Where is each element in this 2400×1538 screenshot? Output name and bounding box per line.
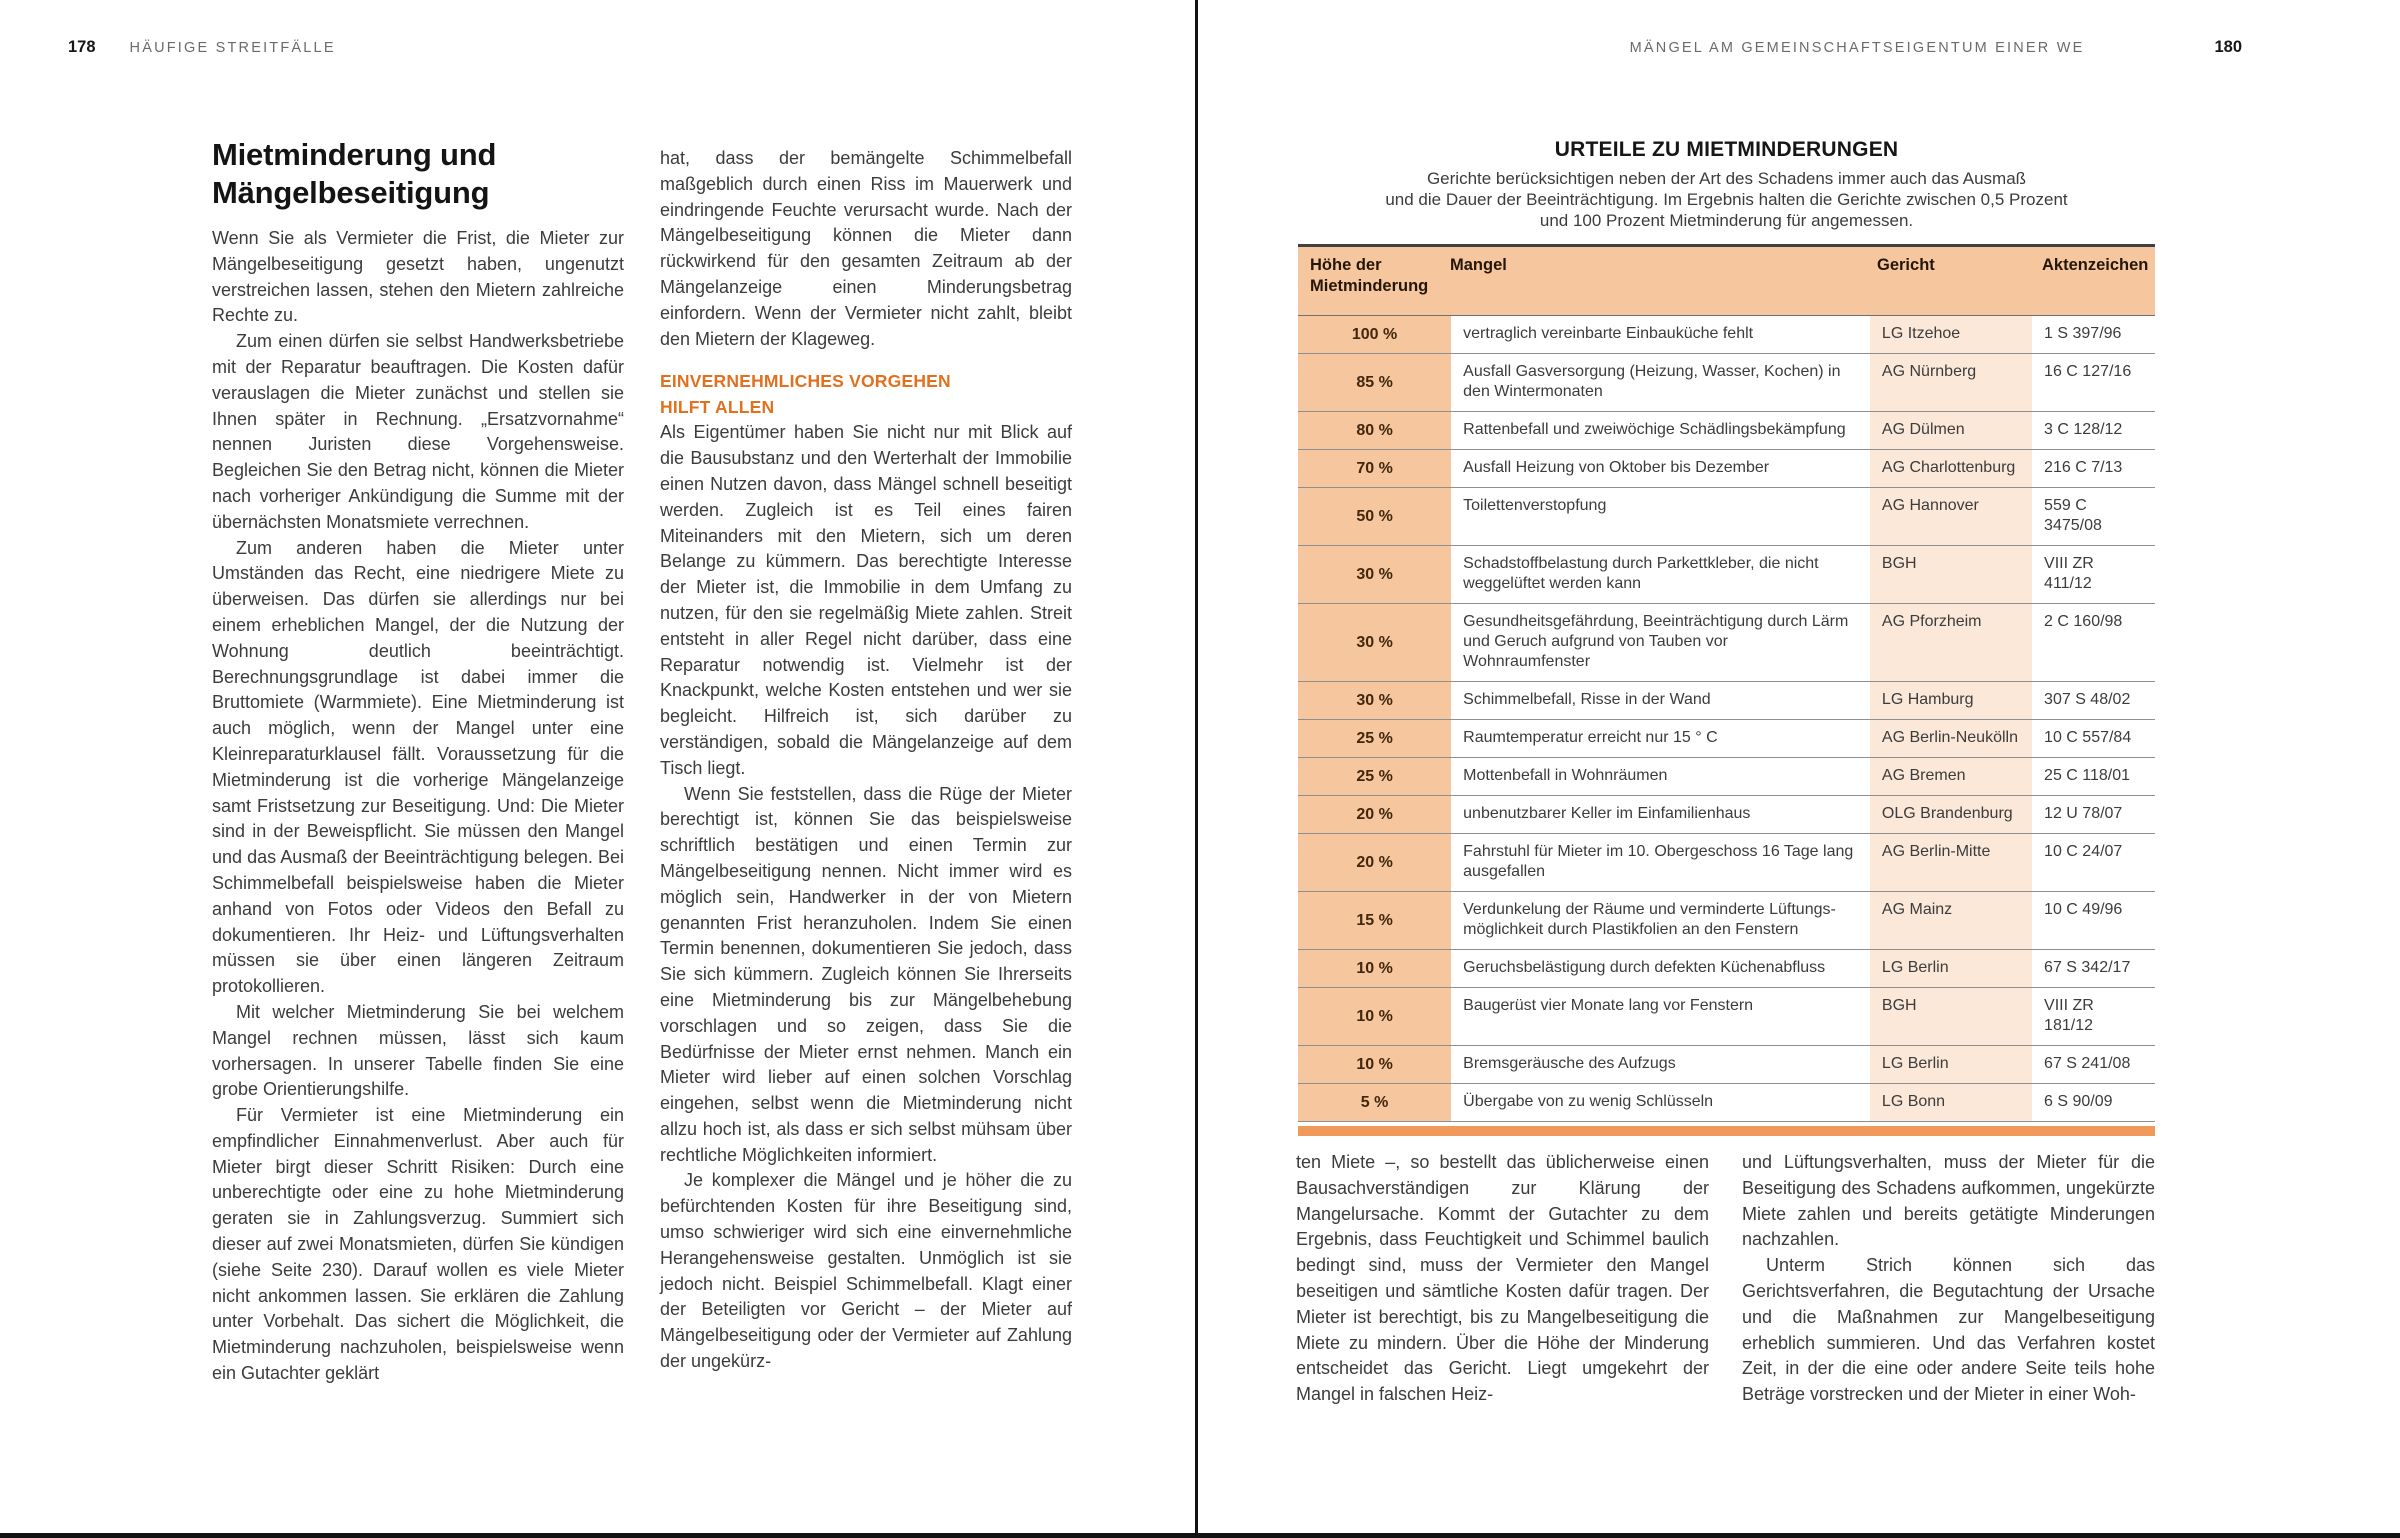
case-number-cell: VIII ZR 411/12	[2032, 546, 2155, 603]
table-subtitle-line-2: und die Dauer der Beeinträchtigung. Im Ergebnis halten die Gerichte zwischen 0,5 Prozent	[1385, 190, 2068, 209]
page-bottom-edge-line	[0, 1533, 2400, 1538]
reduction-percent-cell: 30 %	[1298, 604, 1451, 681]
table-row	[1298, 988, 2155, 1046]
case-number-cell: 6 S 90/09	[2032, 1084, 2155, 1121]
case-number-cell: 559 C 3475/08	[2032, 488, 2155, 545]
paragraph: Mit welcher Mietminderung Sie bei welchem Mangel rechnen müssen, lässt sich kaum vorhersagen. In unserer Tabelle finden Sie eine grobe Orientierungshilfe.	[212, 1001, 624, 1100]
table-row	[1298, 758, 2155, 796]
court-cell: AG Berlin-Mitte	[1870, 834, 2032, 891]
case-number-cell: 3 C 128/12	[2032, 412, 2155, 449]
reduction-percent-cell: 20 %	[1298, 796, 1451, 833]
table-bottom-bar	[1298, 1126, 2155, 1136]
paragraph: Wenn Sie feststellen, dass die Rüge der Mieter berechtigt ist, können Sie das beispielsweise schriftlich bestätigen und einen Termin zur Mängelbeseitigung nennen. Nicht immer wird es möglich sein, Handwerker in der von Mietern genannten Frist heranzuholen. Indem Sie einen Termin benennen, dokumentieren Sie jedoch, dass Sie sich kümmern. Zugleich können Sie Ihrerseits eine Mietminderung bis zur Mängelbehebung vorschlagen und so zeigen, dass Sie die Bedürfnisse der Mieter ernst nehmen. Manch ein Mieter wird lieber auf einen solchen Vorschlag eingehen, selbst wenn die Mietminderung nicht allzu hoch ist, als dass er sich selbst mühsam über rechtliche Möglichkeiten informiert.	[660, 783, 1072, 1165]
subheading-line-2: HILFT ALLEN	[660, 397, 775, 418]
paragraph: Zum anderen haben die Mieter unter Umständen das Recht, eine niedrigere Miete zu überweisen. Das dürfen sie allerdings nur bei einem erheblichen Mangel, der die Nutzung der Wohnung deutlich beeinträchtigt. Berechnungsgrundlage ist dabei immer die Bruttomiete (Warmmiete). Eine Mietminderung ist auch möglich, wenn der Mangel unter eine Kleinreparaturklausel fällt. Voraussetzung für die Mietminderung ist die vorherige Mängelanzeige samt Fristsetzung zur Beseitigung. Und: Die Mieter sind in der Beweispflicht. Sie müssen den Mangel und das Ausmaß der Beeinträchtigung belegen. Bei Schimmelbefall beispielsweise haben die Mieter anhand von Fotos oder Videos den Befall zu dokumentieren. Ihr Heiz- und Lüftungsverhalten müssen sie über einen längeren Zeitraum protokollieren.	[212, 537, 624, 997]
defect-cell: Gesundheitsgefährdung, Beeinträchtigung durch Lärm und Geruch aufgrund von Tauben vor Wohnraumfenster	[1451, 604, 1870, 681]
defect-cell: vertraglich vereinbarte Einbauküche fehlt	[1451, 316, 1870, 353]
reduction-percent-cell: 25 %	[1298, 758, 1451, 795]
defect-cell: Baugerüst vier Monate lang vor Fenstern	[1451, 988, 1870, 1045]
running-head-label-left: HÄUFIGE STREITFÄLLE	[129, 40, 336, 56]
defect-cell: Raumtemperatur erreicht nur 15 ° C	[1451, 720, 1870, 757]
table-row	[1298, 488, 2155, 546]
table-row	[1298, 834, 2155, 892]
right-page-column-2	[1742, 1150, 2155, 1408]
page-number-left: 178	[68, 38, 96, 56]
table-body	[1298, 316, 2155, 1122]
case-number-cell: 307 S 48/02	[2032, 682, 2155, 719]
table-row	[1298, 1084, 2155, 1122]
case-number-cell: 67 S 241/08	[2032, 1046, 2155, 1083]
court-cell: LG Hamburg	[1870, 682, 2032, 719]
court-cell: LG Itzehoe	[1870, 316, 2032, 353]
reduction-percent-cell: 70 %	[1298, 450, 1451, 487]
running-head-left	[68, 38, 336, 57]
case-number-cell: VIII ZR 181/12	[2032, 988, 2155, 1045]
court-cell: AG Nürnberg	[1870, 354, 2032, 411]
page-number-right: 180	[2214, 38, 2242, 56]
running-head-label-right: MÄNGEL AM GEMEINSCHAFTSEIGENTUM EINER WE	[1629, 40, 2085, 56]
table-subtitle	[1298, 168, 2155, 231]
case-number-cell: 2 C 160/98	[2032, 604, 2155, 681]
table-row	[1298, 1046, 2155, 1084]
defect-cell: Toilettenverstopfung	[1451, 488, 1870, 545]
paragraph: Für Vermieter ist eine Mietminderung ein empfindlicher Einnahmenverlust. Aber auch für Mieter birgt dieser Schritt Risiken: Durch eine unberechtigte oder eine zu hohe Mietminderung geraten sie in Zahlungsverzug. Summiert sich dieser auf zwei Monatsmieten, dürfen Sie kündigen (siehe Seite 230). Darauf wollen es viele Mieter nicht ankommen lassen. Sie erklären die Zahlung unter Vorbehalt. Das sichert die Möglichkeit, die Mietminderung nachzuholen, beispielsweise wenn ein Gutachter geklärt	[212, 1105, 624, 1384]
defect-cell: Rattenbefall und zweiwöchige Schädlingsbekämpfung	[1451, 412, 1870, 449]
case-number-cell: 10 C 24/07	[2032, 834, 2155, 891]
defect-cell: unbenutzbarer Keller im Einfamilienhaus	[1451, 796, 1870, 833]
table-row	[1298, 354, 2155, 412]
case-number-cell: 25 C 118/01	[2032, 758, 2155, 795]
reduction-percent-cell: 100 %	[1298, 316, 1451, 353]
reduction-percent-cell: 25 %	[1298, 720, 1451, 757]
reduction-percent-cell: 5 %	[1298, 1084, 1451, 1121]
table-subtitle-line-1: Gerichte berücksichtigen neben der Art des Schadens immer auch das Ausmaß	[1426, 169, 2027, 188]
case-number-cell: 10 C 49/96	[2032, 892, 2155, 949]
court-cell: AG Charlottenburg	[1870, 450, 2032, 487]
table-row	[1298, 604, 2155, 682]
reduction-percent-cell: 80 %	[1298, 412, 1451, 449]
paragraph: Je komplexer die Mängel und je höher die zu befürchtenden Kosten für ihre Beseitigung sind, umso schwieriger wird sich eine einvernehmliche Herangehensweise gestalten. Unmöglich ist sie jedoch nicht. Beispiel Schimmelbefall. Klagt einer der Beteiligten vor Gericht – der Mieter auf Mängelbeseitigung oder der Vermieter auf Zahlung der ungekürz-	[660, 1170, 1072, 1372]
court-cell: BGH	[1870, 546, 2032, 603]
case-number-cell: 12 U 78/07	[2032, 796, 2155, 833]
court-cell: AG Berlin-Neukölln	[1870, 720, 2032, 757]
defect-cell: Bremsgeräusche des Aufzugs	[1451, 1046, 1870, 1083]
defect-cell: Schimmelbefall, Risse in der Wand	[1451, 682, 1870, 719]
case-number-cell: 16 C 127/16	[2032, 354, 2155, 411]
right-page-columns	[1296, 1150, 2156, 1408]
case-number-cell: 10 C 557/84	[2032, 720, 2155, 757]
court-cell: AG Pforzheim	[1870, 604, 2032, 681]
defect-cell: Ausfall Gasversorgung (Heizung, Wasser, Kochen) in den Wintermonaten	[1451, 354, 1870, 411]
court-cell: OLG Brandenburg	[1870, 796, 2032, 833]
reduction-percent-cell: 50 %	[1298, 488, 1451, 545]
table-row	[1298, 720, 2155, 758]
paragraph: Wenn Sie als Vermieter die Frist, die Mieter zur Mängelbeseitigung gesetzt haben, ungenutzt verstreichen lassen, stehen den Mietern zahlreiche Rechte zu.	[212, 228, 624, 326]
column-header-defect: Mangel	[1438, 247, 1865, 315]
table-header-row	[1298, 247, 2155, 316]
page-gutter-line	[1195, 0, 1198, 1538]
defect-cell: Geruchsbelästigung durch defekten Küchenabfluss	[1451, 950, 1870, 987]
defect-cell: Mottenbefall in Wohnräumen	[1451, 758, 1870, 795]
defect-cell: Verdunkelung der Räume und verminderte Lüftungs-möglichkeit durch Plastikfolien an den Fenstern	[1451, 892, 1870, 949]
paragraph: hat, dass der bemängelte Schimmelbefall maßgeblich durch einen Riss im Mauerwerk und eindringende Feuchte verursacht wurde. Nach der Mängelbeseitigung können die Mieter dann rückwirkend für den gesamten Zeitraum ab der Mängelanzeige einen Minderungsbetrag einfordern. Wenn der Vermieter nicht zahlt, bleibt den Mietern der Klageweg.	[660, 148, 1072, 349]
running-head-right	[1630, 38, 2242, 57]
column-2-intro	[660, 146, 1072, 352]
table-row	[1298, 546, 2155, 604]
paragraph: ten Miete –, so bestellt das üblicherweise einen Bausachverständigen zur Klärung der Mangelursache. Kommt der Gutachter zu dem Ergebnis, dass Feuchtigkeit und Schimmel baulich bedingt sind, muss der Vermieter den Mangel beseitigen und sämtliche Kosten dafür tragen. Der Mieter ist berechtigt, bis zu Mangelbeseitigung die Miete zu mindern. Über die Höhe der Minderung entscheidet das Gericht. Liegt umgekehrt der Mangel in falschen Heiz-	[1296, 1152, 1709, 1405]
court-cell: AG Mainz	[1870, 892, 2032, 949]
case-number-cell: 216 C 7/13	[2032, 450, 2155, 487]
defect-cell: Schadstoffbelastung durch Parkettkleber, die nicht weggelüftet werden kann	[1451, 546, 1870, 603]
court-cell: LG Bonn	[1870, 1084, 2032, 1121]
section-subheading	[660, 368, 1072, 420]
reduction-percent-cell: 30 %	[1298, 682, 1451, 719]
left-page-column-2	[660, 146, 1072, 1375]
defect-cell: Übergabe von zu wenig Schlüsseln	[1451, 1084, 1870, 1121]
right-page-column-1	[1296, 1150, 1709, 1408]
reduction-percent-cell: 10 %	[1298, 950, 1451, 987]
column-header-case-number: Aktenzeichen	[2030, 247, 2155, 315]
subheading-line-1: EINVERNEHMLICHES VORGEHEN	[660, 371, 951, 392]
judgments-table	[1298, 244, 2155, 1122]
court-cell: AG Bremen	[1870, 758, 2032, 795]
reduction-percent-cell: 15 %	[1298, 892, 1451, 949]
article-title: Mietminderung und Mängelbeseitigung	[212, 137, 497, 210]
column-header-reduction: Höhe der Mietminderung	[1298, 247, 1438, 315]
case-number-cell: 67 S 342/17	[2032, 950, 2155, 987]
paragraph: Zum einen dürfen sie selbst Handwerksbetriebe mit der Reparatur beauftragen. Die Kosten dafür verauslagen die Mieter zunächst und stellen sie Ihnen später in Rechnung. „Ersatzvornahme“ nennen Juristen diese Vorgehensweise. Begleichen Sie den Betrag nicht, können die Mieter nach vorheriger Ankündigung die Summe mit der übernächsten Monatsmiete verrechnen.	[212, 331, 624, 532]
column-header-court: Gericht	[1865, 247, 2030, 315]
court-cell: LG Berlin	[1870, 950, 2032, 987]
reduction-percent-cell: 20 %	[1298, 834, 1451, 891]
table-row	[1298, 950, 2155, 988]
court-cell: AG Hannover	[1870, 488, 2032, 545]
table-row	[1298, 796, 2155, 834]
reduction-percent-cell: 10 %	[1298, 988, 1451, 1045]
table-row	[1298, 450, 2155, 488]
judgments-table-block	[1298, 138, 2155, 1136]
court-cell: BGH	[1870, 988, 2032, 1045]
table-row	[1298, 412, 2155, 450]
paragraph: Als Eigentümer haben Sie nicht nur mit Blick auf die Bausubstanz und den Werterhalt der Immobilie einen Nutzen davon, dass Mängel schnell beseitigt werden. Zugleich ist es Teil eines fairen Miteinanders mit den Mietern, sich um deren Belange zu kümmern. Das berechtigte Interesse der Mieter ist, die Immobilie in dem Umfang zu nutzen, für den sie regelmäßig Miete zahlen. Streit entsteht in aller Regel nicht darüber, dass eine Reparatur notwendig ist. Vielmehr ist der Knackpunkt, welche Kosten entstehen und wer sie begleicht. Hilfreich ist, sich darüber zu verständigen, sobald die Mängelanzeige auf dem Tisch liegt.	[660, 422, 1072, 778]
table-row	[1298, 892, 2155, 950]
reduction-percent-cell: 10 %	[1298, 1046, 1451, 1083]
table-row	[1298, 316, 2155, 354]
court-cell: LG Berlin	[1870, 1046, 2032, 1083]
court-cell: AG Dülmen	[1870, 412, 2032, 449]
reduction-percent-cell: 30 %	[1298, 546, 1451, 603]
table-subtitle-line-3: und 100 Prozent Mietminderung für angemessen.	[1539, 211, 1914, 230]
paragraph: Unterm Strich können sich das Gerichtsverfahren, die Begutachtung der Ursache und die Maßnahmen zur Mangelbeseitigung erheblich summieren. Und das Verfahren kostet Zeit, in der die eine oder andere Seite teils hohe Beträge vorstrecken und der Mieter in einer Woh-	[1742, 1255, 2155, 1405]
table-title: URTEILE ZU MIETMINDERUNGEN	[1554, 138, 1899, 161]
defect-cell: Fahrstuhl für Mieter im 10. Obergeschoss 16 Tage lang ausgefallen	[1451, 834, 1870, 891]
reduction-percent-cell: 85 %	[1298, 354, 1451, 411]
column-2-body	[660, 420, 1072, 1374]
case-number-cell: 1 S 397/96	[2032, 316, 2155, 353]
defect-cell: Ausfall Heizung von Oktober bis Dezember	[1451, 450, 1870, 487]
left-page-column-1	[212, 226, 624, 1387]
paragraph: und Lüftungsverhalten, muss der Mieter für die Beseitigung des Schadens aufkommen, ungekürzte Miete zahlen und bereits getätigte Minderungen nachzahlen.	[1742, 1152, 2155, 1250]
table-row	[1298, 682, 2155, 720]
